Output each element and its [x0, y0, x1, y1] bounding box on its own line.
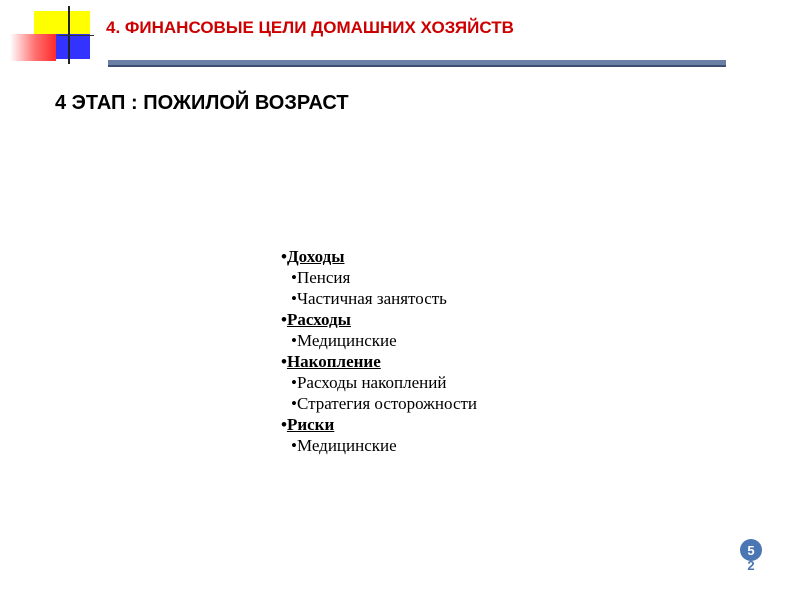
- stage-title: 4 ЭТАП : ПОЖИЛОЙ ВОЗРАСТ: [55, 92, 349, 114]
- outline-heading-label: Доходы: [286, 247, 345, 266]
- header-rule-shadow: [108, 65, 726, 67]
- bullet: •: [281, 352, 287, 371]
- outline-item: [281, 435, 477, 456]
- outline-heading-label: Расходы: [286, 310, 351, 329]
- outline-heading-label: Риски: [286, 415, 335, 434]
- outline-heading-label: Накопление: [286, 352, 381, 371]
- header-title: 4. ФИНАНСОВЫЕ ЦЕЛИ ДОМАШНИХ ХОЗЯЙСТВ: [106, 18, 514, 37]
- bullet: •: [291, 373, 297, 392]
- outline-item-label: Стратегия осторожности: [296, 394, 478, 413]
- bullet: •: [291, 289, 297, 308]
- bullet: •: [291, 268, 297, 287]
- outline-item-label: Медицинские: [296, 436, 397, 455]
- outline-item-label: Медицинские: [296, 331, 397, 350]
- logo-blue-square: [56, 34, 90, 59]
- outline-item: [281, 267, 477, 288]
- bullet: •: [291, 331, 297, 350]
- outline-item-label: Частичная занятость: [296, 289, 447, 308]
- logo-red-square: [10, 34, 56, 61]
- outline-list: [281, 246, 477, 456]
- outline-heading-income: [281, 246, 477, 267]
- bullet: •: [281, 247, 287, 266]
- outline-item: [281, 393, 477, 414]
- bullet: •: [281, 415, 287, 434]
- outline-item: [281, 330, 477, 351]
- bullet: •: [281, 310, 287, 329]
- page-number-first-digit: 5: [747, 543, 755, 558]
- bullet: •: [291, 394, 297, 413]
- outline-item: [281, 372, 477, 393]
- bullet: •: [291, 436, 297, 455]
- page-number-second-digit: 2: [747, 558, 755, 573]
- logo-horizontal-line: [58, 35, 94, 36]
- outline-heading-savings: [281, 351, 477, 372]
- outline-item-label: Расходы накоплений: [296, 373, 447, 392]
- outline-item-label: Пенсия: [296, 268, 351, 287]
- outline-item: [281, 288, 477, 309]
- outline-heading-expenses: [281, 309, 477, 330]
- outline-heading-risks: [281, 414, 477, 435]
